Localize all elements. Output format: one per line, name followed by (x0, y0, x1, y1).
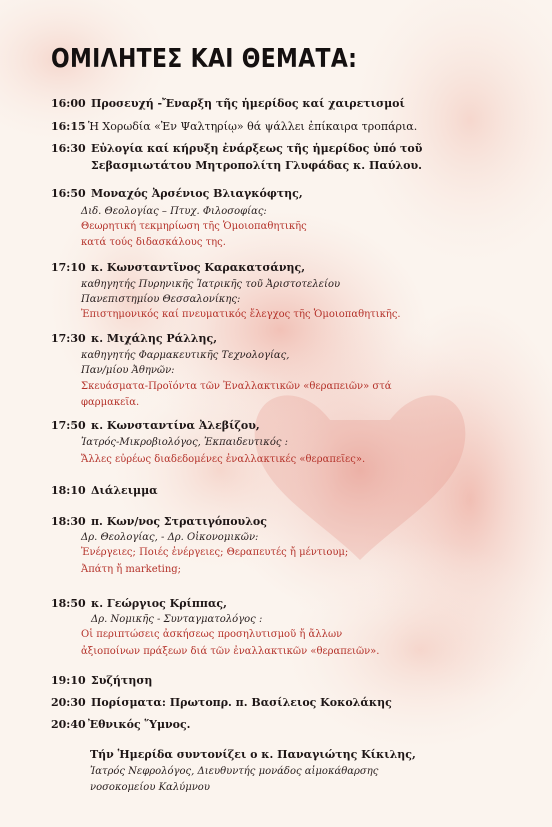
talk-topic: κατά τούς διδασκάλους της. (81, 237, 226, 248)
speaker-role: καθηγητής Φαρμακευτικῆς Τεχνολογίας, (81, 350, 290, 361)
speaker-name: π. Κων/νος Στρατιγόπουλος (91, 515, 267, 528)
talk-topic: φαρμακεῖα. (81, 397, 140, 408)
entry-time: 18:30 (51, 515, 86, 528)
talk-topic: Ἐνέργειες; Ποιές ἐνέργειες; Θεραπευτές ἤ μέντιουμ; (81, 547, 349, 558)
talk-topic: Ἐπιστημονικός καί πνευματικός ἔλεγχος τῆς Ὁμοιοπαθητικῆς. (81, 309, 401, 320)
speaker-role: Ἰατρός-Μικροβιολόγος, Ἐκπαιδευτικός : (81, 437, 289, 448)
speaker-name: κ. Μιχάλης Ράλλης, (91, 332, 218, 345)
moderator-role: Ἰατρός Νεφρολόγος, Διευθυντής μονάδος αἱμοκάθαρσης (90, 766, 379, 777)
speaker-role: Διδ. Θεολογίας – Πτυχ. Φιλοσοφίας: (81, 206, 267, 217)
entry-text: Ἐθνικός Ὕμνος. (88, 718, 191, 731)
entry-text: Πορίσματα: Πρωτοπρ. π. Βασίλειος Κοκολάκης (91, 696, 392, 709)
entry-text: Διάλειμμα (91, 484, 158, 497)
talk-topic: Θεωρητική τεκμηρίωση τῆς Ὁμοιοπαθητικῆς (81, 221, 307, 232)
entry-time: 17:30 (51, 332, 86, 345)
entry-text: Ἡ Χορωδία «Ἐν Ψαλτηρίῳ» θά ψάλλει ἐπίκαιρα τροπάρια. (88, 120, 418, 133)
talk-topic: Σκευάσματα-Προϊόντα τῶν Ἐναλλακτικῶν «θεραπειῶν» στά (81, 381, 392, 392)
entry-time: 18:10 (51, 484, 86, 497)
entry-text: Προσευχή -Ἔναρξη τῆς ἡμερίδος καί χαιρετισμοί (91, 97, 405, 110)
moderator-line: Τήν Ἡμερίδα συντονίζει ο κ. Παναγιώτης Κίκιλης, (90, 748, 416, 761)
entry-time: 20:30 (51, 696, 86, 709)
page-title: ΟΜΙΛΗΤΕΣ ΚΑΙ ΘΕΜΑΤΑ: (51, 44, 358, 74)
entry-text: Συζήτηση (91, 674, 153, 687)
talk-topic: Ἀπάτη ἤ marketing; (81, 564, 182, 575)
talk-topic: Ἄλλες εὐρέως διαδεδομένες ἐναλλακτικές «θεραπεῖες». (81, 454, 366, 465)
entry-time: 17:50 (51, 419, 86, 432)
entry-time: 16:50 (51, 187, 86, 200)
entry-text: Σεβασμιωτάτου Μητροπολίτη Γλυφάδας κ. Παύλου. (91, 159, 422, 172)
speaker-name: κ. Γεώργιος Κρίππας, (91, 597, 227, 610)
moderator-role: νοσοκομείου Καλύμνου (90, 782, 210, 793)
speaker-name: κ. Κωνσταντίνα Ἀλεβίζου, (91, 419, 260, 432)
entry-time: 17:10 (51, 261, 86, 274)
talk-topic: Οἱ περιπτώσεις ἀσκήσεως προσηλυτισμοῦ ἤ ἄλλων (81, 629, 343, 640)
entry-text: Εὐλογία καί κήρυξη ἐνάρξεως τῆς ἡμερίδος ὑπό τοῦ (91, 142, 423, 155)
talk-topic: ἀξιοποίνων πράξεων διά τῶν ἐναλλακτικῶν «θεραπειῶν». (81, 646, 380, 657)
entry-time: 20:40 (51, 718, 86, 731)
entry-time: 19:10 (51, 674, 86, 687)
speaker-role: Δρ. Θεολογίας, - Δρ. Οἰκονομικῶν: (81, 532, 259, 543)
entry-time: 16:30 (51, 142, 86, 155)
entry-time: 18:50 (51, 597, 86, 610)
speaker-role: καθηγητής Πυρηνικῆς Ἰατρικῆς τοῦ Ἀριστοτελείου (81, 279, 341, 290)
speaker-role: Παν/μίου Ἀθηνῶν: (81, 365, 175, 376)
entry-time: 16:00 (51, 97, 86, 110)
speaker-name: Μοναχός Ἀρσένιος Βλιαγκόφτης, (91, 187, 303, 200)
speaker-role: Δρ. Νομικῆς - Συνταγματολόγος : (91, 614, 263, 625)
speaker-name: κ. Κωνσταντῖνος Καρακατσάνης, (91, 261, 306, 274)
entry-time: 16:15 (51, 120, 86, 133)
speaker-role: Πανεπιστημίου Θεσσαλονίκης: (81, 294, 241, 305)
